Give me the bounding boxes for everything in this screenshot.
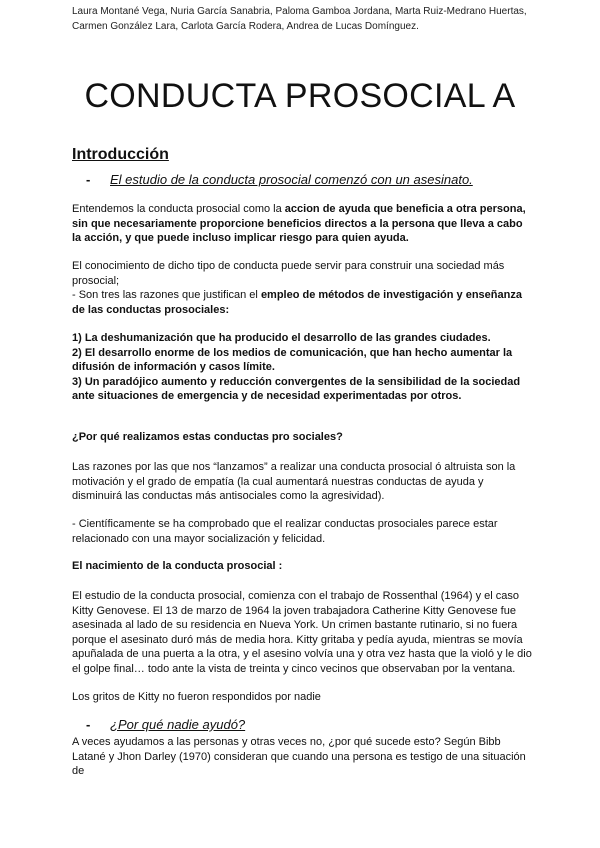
- bullet-dash: -: [86, 717, 91, 732]
- bullet-dash: -: [86, 172, 91, 187]
- intro-paragraph-2: [72, 259, 532, 317]
- intro-p2-plain: - Son tres las razones que justifican el: [72, 289, 261, 301]
- nobody-bullet: [86, 717, 245, 732]
- intro-bullet-text: El estudio de la conducta prosocial comenzó con un asesinato.: [110, 172, 473, 187]
- why-heading: ¿Por qué realizamos estas conductas pro sociales?: [72, 431, 343, 443]
- intro-heading: Introducción: [72, 146, 169, 163]
- intro-p2-bold: empleo de métodos de investigación y enseñanza de las conductas prosociales:: [72, 289, 522, 316]
- reason-item: 2) El desarrollo enorme de los medios de comunicación, que han hecho aumentar la difusión de información y casos límite.: [72, 346, 513, 373]
- nobody-paragraph: A veces ayudamos a las personas y otras veces no, ¿por qué sucede esto? Según Bibb Latané y Jhon Darley (1970) consideran que cuando una persona es testigo de una situación de: [72, 736, 526, 777]
- reason-item: 3) Un paradójico aumento y reducción convergentes de la sensibilidad de la sociedad ante situaciones de emergencia y de necesidad experimentadas por otros.: [72, 375, 521, 402]
- birth-heading: El nacimiento de la conducta prosocial :: [72, 560, 283, 572]
- intro-p1-plain: Entendemos la conducta prosocial como la: [72, 203, 285, 215]
- birth-paragraph-1: El estudio de la conducta prosocial, comienza con el trabajo de Rossenthal (1964) y el caso Kitty Genovese. El 13 de marzo de 1964 la joven trabajadora Catherine Kitty Genovese fue asesinada al lado de su residencia en Nueva York. Un crimen bastante rutinario, si no fuera porque el asesinato duró más de media hora. Kitty gritaba y pedía ayuda, mientras se movía apuñalada de una puerta a la otra, y el asesino volvía una y otra vez hasta que la violó y le dio el golpe final… todo ante la vista de treinta y cinco vecinos que observaban por la ventana.: [72, 590, 532, 675]
- intro-p1-bold: accion de ayuda que beneficia a otra persona, sin que necesariamente proporcione beneficios directos a la persona que lleva a cabo la acción, y que puede incluso implicar riesgo para quien ayuda.: [72, 203, 526, 244]
- intro-p2-line1: El conocimiento de dicho tipo de conducta puede servir para construir una sociedad más prosocial;: [72, 260, 505, 287]
- nobody-bullet-text: ¿Por qué nadie ayudó?: [110, 717, 246, 732]
- birth-paragraph-2: Los gritos de Kitty no fueron respondidos por nadie: [72, 691, 321, 703]
- reason-item: 1) La deshumanización que ha producido el desarrollo de las grandes ciudades.: [72, 332, 491, 344]
- reasons-list: [72, 331, 532, 404]
- why-paragraph-1: Las razones por las que nos “lanzamos” a realizar una conducta prosocial ó altruista son la motivación y el grado de empatía (la cual aumentará nuestras conductas de ayuda y disminuirá las conductas más antisociales como la agresividad).: [72, 461, 516, 502]
- intro-bullet: [86, 172, 473, 187]
- page-title: CONDUCTA PROSOCIAL A: [84, 77, 516, 115]
- authors: Laura Montané Vega, Nuria García Sanabria, Paloma Gamboa Jordana, Marta Ruiz-Medrano Huertas, Carmen González Lara, Carlota García Rodera, Andrea de Lucas Domínguez.: [72, 6, 527, 32]
- why-paragraph-2: - Científicamente se ha comprobado que el realizar conductas prosociales parece estar relacionado con una mayor socialización y felicidad.: [72, 518, 498, 545]
- intro-paragraph-1: [72, 202, 532, 246]
